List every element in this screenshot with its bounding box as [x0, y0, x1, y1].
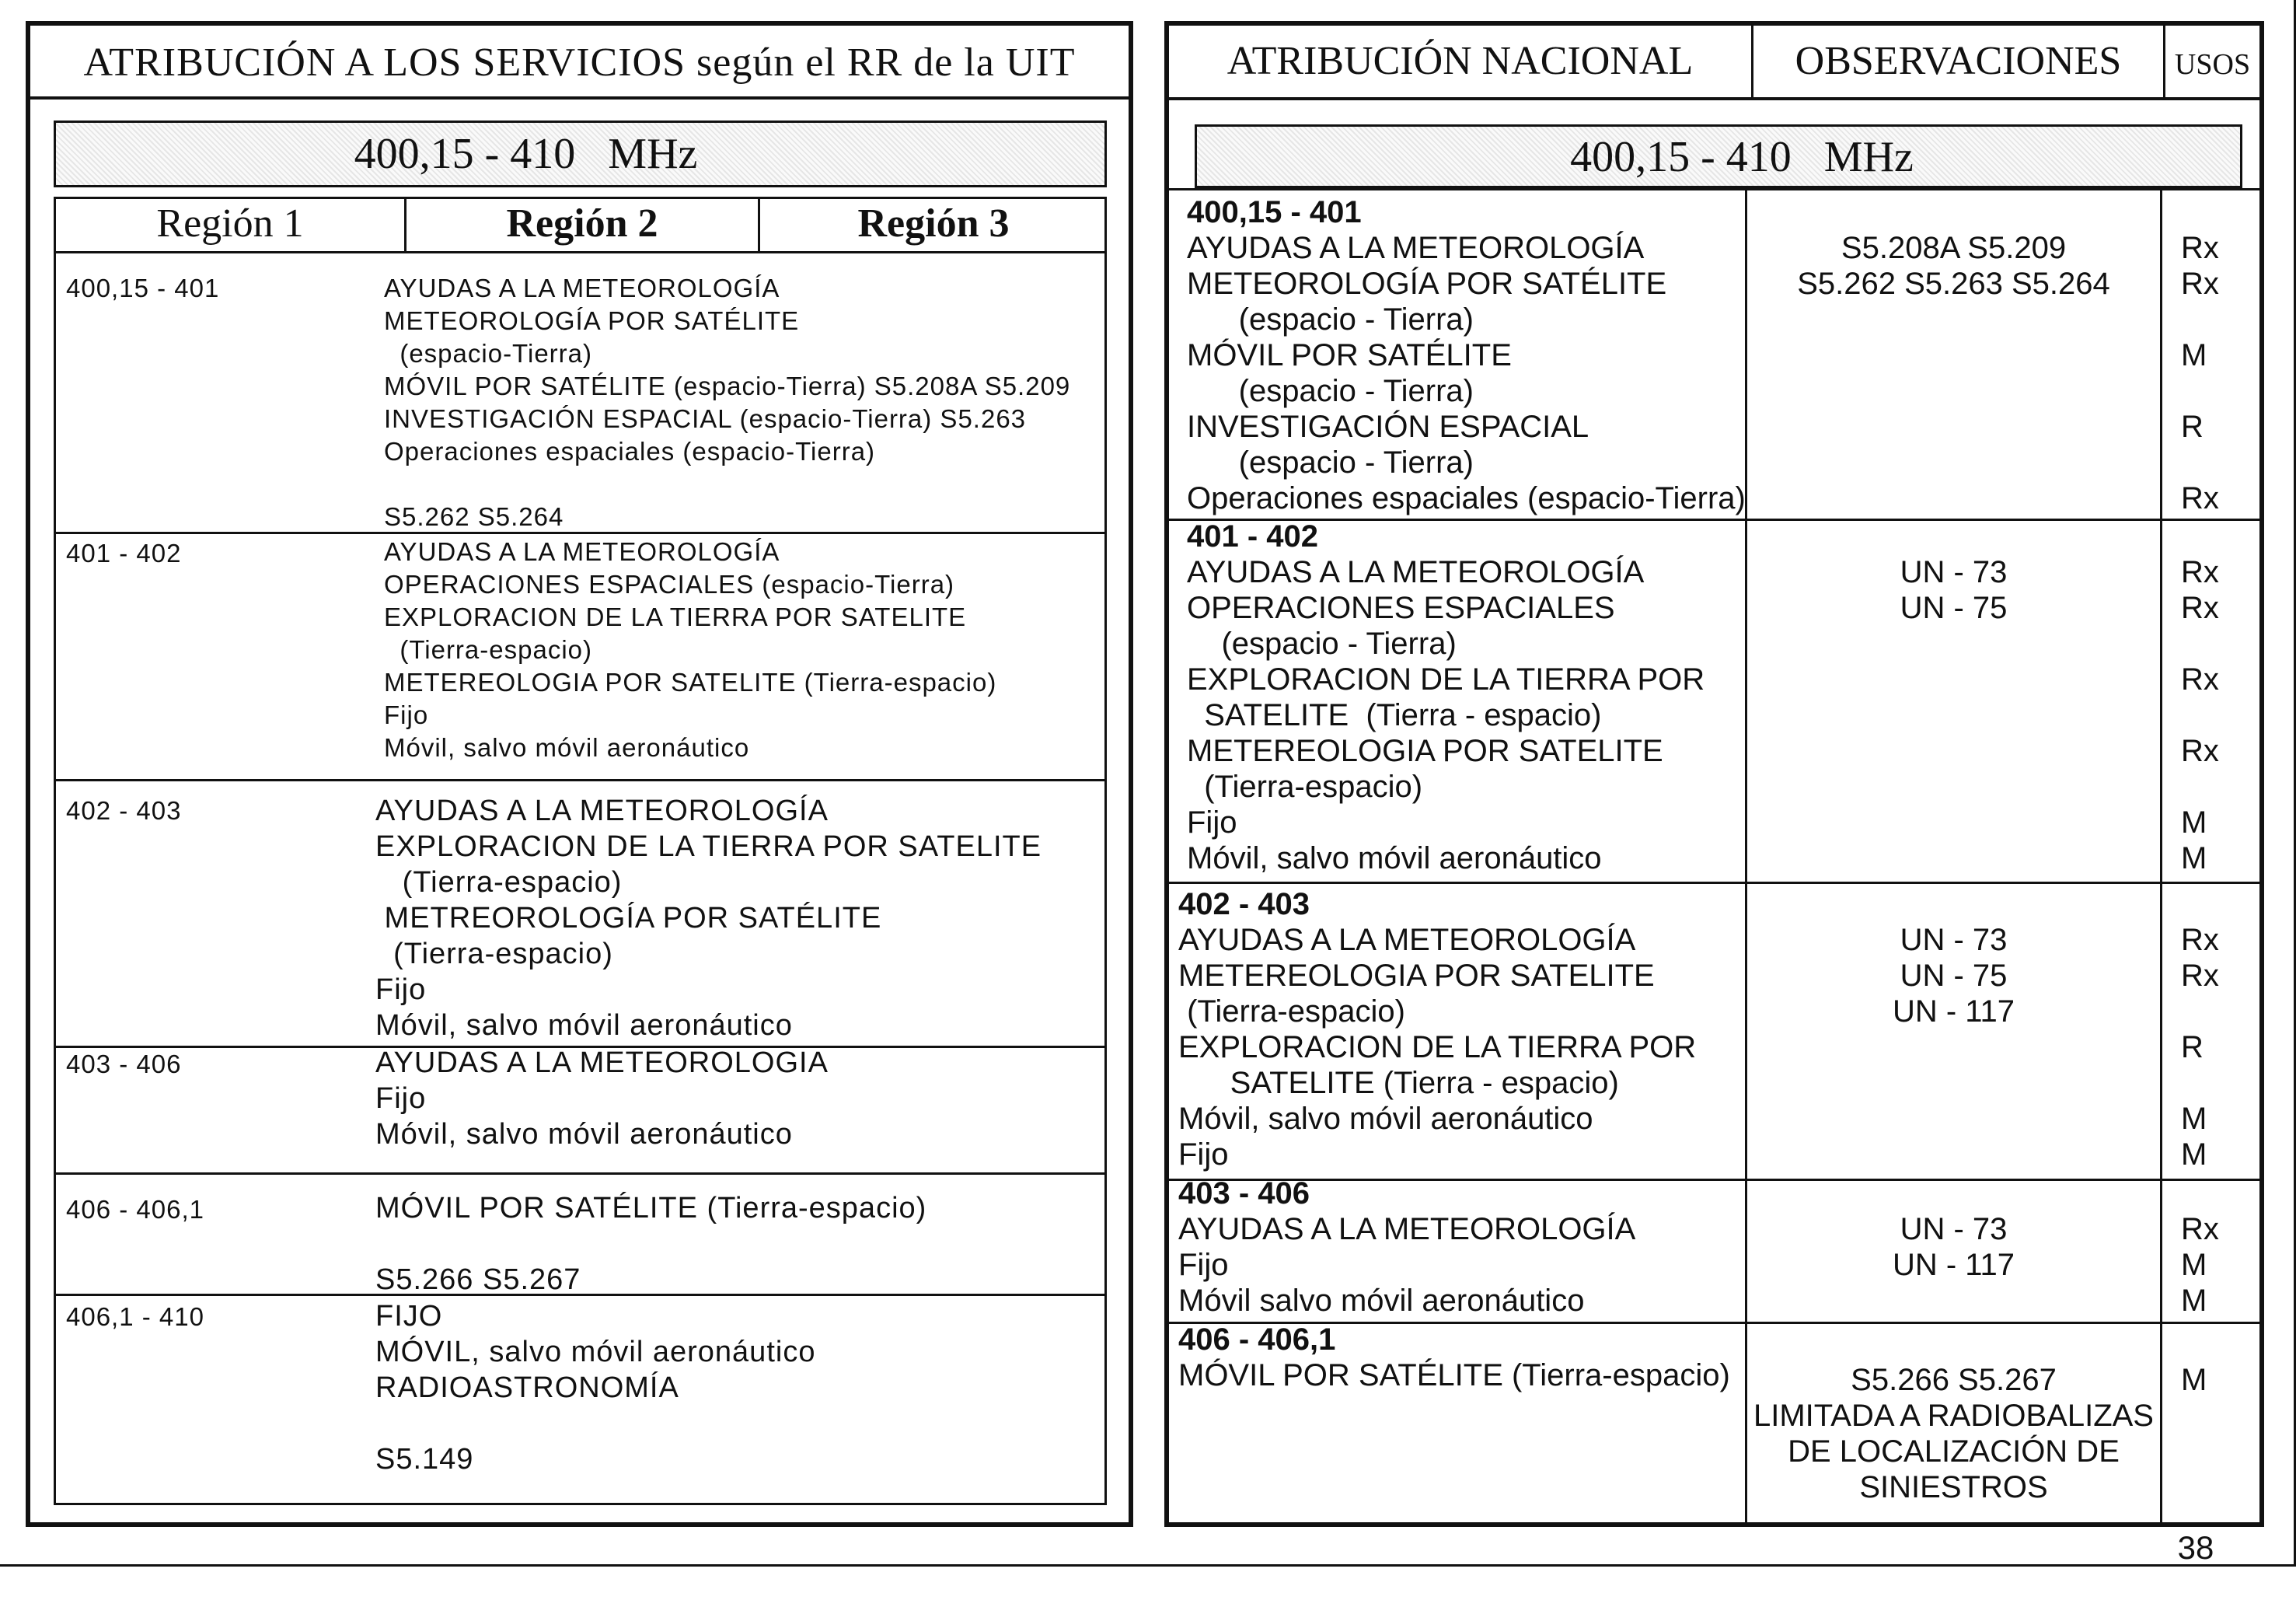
itu-row-services: AYUDAS A LA METEOROLOGÍA EXPLORACION DE LA TIERRA POR SATELITE (Tierra-espacio) METREOROLOGÍA POR SATÉLITE (Tierra-espacio) Fijo Móvil, salvo móvil aeronáutico	[375, 795, 1042, 1042]
national-band-header	[1195, 124, 2242, 188]
national-row-services: 406 - 406,1 MÓVIL POR SATÉLITE (Tierra-espacio)	[1178, 1322, 1730, 1392]
national-row-usos: M	[2181, 1363, 2207, 1397]
national-band-text: 400,15 - 410 MHz	[1570, 133, 1914, 181]
national-header: ATRIBUCIÓN NACIONAL	[1227, 39, 1694, 83]
national-row-services: 402 - 403 AYUDAS A LA METEOROLOGÍA METEREOLOGIA POR SATELITE (Tierra-espacio) EXPLORACION DE LA TIERRA POR SATELITE (Tierra - espacio) Móvil, salvo móvil aeronáutico Fijo	[1178, 887, 1697, 1172]
itu-row-range: 401 - 402	[66, 539, 182, 568]
itu-row-services: AYUDAS A LA METEOROLOGÍA METEOROLOGÍA POR SATÉLITE (espacio-Tierra) MÓVIL POR SATÉLITE (espacio-Tierra) S5.208A S5.209 INVESTIGACIÓN ESPACIAL (espacio-Tierra) S5.263 Operaciones espaciales (espacio-Tierra) S5.262 S5.264	[384, 274, 1071, 531]
national-row-observations: UN - 73 UN - 117	[1892, 1212, 2015, 1282]
itu-row-range: 402 - 403	[66, 796, 182, 825]
national-row-observations: S5.208A S5.209 S5.262 S5.263 S5.264	[1797, 231, 2110, 301]
itu-row-range: 403 - 406	[66, 1050, 182, 1078]
national-row-range: 403 - 406	[1178, 1176, 1310, 1210]
national-row-range: 402 - 403	[1178, 887, 1310, 921]
national-row-services: 403 - 406 AYUDAS A LA METEOROLOGÍA Fijo Móvil salvo móvil aeronáutico	[1178, 1176, 1636, 1318]
itu-row-services: MÓVIL POR SATÉLITE (Tierra-espacio) S5.266 S5.267	[375, 1192, 927, 1296]
region-1-header: Región 1	[156, 201, 304, 246]
itu-title-text: ATRIBUCIÓN A LOS SERVICIOS según el RR de la UIT	[83, 40, 1076, 85]
observations-header: OBSERVACIONES	[1795, 39, 2122, 83]
national-row-usos: Rx Rx R M M	[2181, 923, 2219, 1172]
national-row-usos: Rx Rx M R Rx	[2181, 231, 2219, 515]
itu-row-services: FIJO MÓVIL, salvo móvil aeronáutico RADIOASTRONOMÍA S5.149	[375, 1300, 816, 1476]
itu-band-header	[54, 121, 1107, 187]
itu-row-services: AYUDAS A LA METEOROLOGÍA OPERACIONES ESPACIALES (espacio-Tierra) EXPLORACION DE LA TIERRA POR SATELITE (Tierra-espacio) METEREOLOGIA POR SATELITE (Tierra-espacio) Fijo Móvil, salvo móvil aeronáutico	[384, 537, 997, 762]
page-number: 38	[2177, 1529, 2214, 1566]
usos-header: USOS	[2174, 48, 2251, 81]
national-row-services: 401 - 402 AYUDAS A LA METEOROLOGÍA OPERACIONES ESPACIALES (espacio - Tierra) EXPLORACION DE LA TIERRA POR SATELITE (Tierra - espacio) METEREOLOGIA POR SATELITE (Tierra-espacio) Fijo Móvil, salvo móvil aeronáutico	[1187, 519, 1705, 875]
region-3-header: Región 3	[857, 201, 1010, 246]
itu-title	[30, 26, 1129, 100]
national-row-observations: UN - 73 UN - 75	[1900, 555, 2008, 625]
itu-row-range: 400,15 - 401	[66, 274, 220, 302]
itu-row-range: 406 - 406,1	[66, 1195, 204, 1224]
itu-row-services: AYUDAS A LA METEOROLOGIA Fijo Móvil, salvo móvil aeronáutico	[375, 1046, 829, 1151]
national-row-observations: UN - 73 UN - 75 UN - 117	[1892, 923, 2015, 1029]
region-2-header: Región 2	[506, 201, 658, 246]
national-row-usos: Rx Rx Rx Rx M M	[2181, 555, 2219, 875]
national-row-range: 400,15 - 401	[1187, 195, 1362, 229]
national-row-usos: Rx M M	[2181, 1212, 2219, 1318]
itu-band-text: 400,15 - 410 MHz	[354, 130, 698, 178]
itu-row-range: 406,1 - 410	[66, 1302, 204, 1331]
national-row-range: 401 - 402	[1187, 519, 1319, 554]
national-row-range: 406 - 406,1	[1178, 1322, 1336, 1357]
national-row-services: 400,15 - 401 AYUDAS A LA METEOROLOGÍA METEOROLOGÍA POR SATÉLITE (espacio - Tierra) MÓVIL POR SATÉLITE (espacio - Tierra) INVESTIGACIÓN ESPACIAL (espacio - Tierra) Operaciones espaciales (espacio-Tierra)	[1187, 195, 1746, 515]
national-row-observations: S5.266 S5.267 LIMITADA A RADIOBALIZAS DE LOCALIZACIÓN DE SINIESTROS	[1753, 1363, 2154, 1504]
